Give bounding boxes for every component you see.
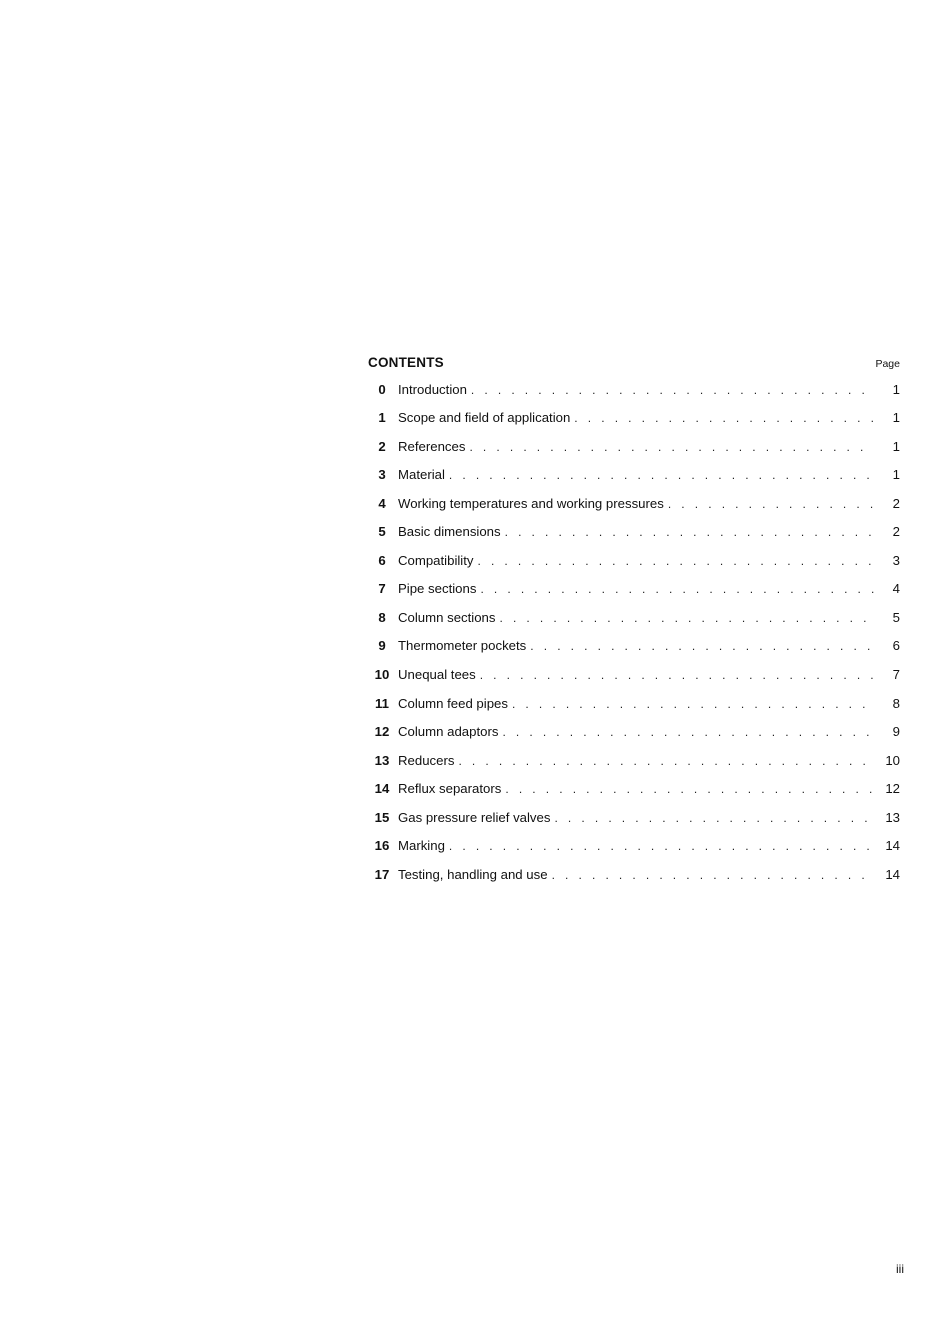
toc-entry-page: 14 — [885, 838, 900, 854]
toc-dot-leader — [505, 525, 874, 539]
toc-entry-title: Basic dimensions — [398, 524, 501, 540]
toc-entry-page: 2 — [892, 524, 900, 540]
toc-dot-leader — [480, 668, 874, 682]
toc-entry — [368, 382, 902, 411]
toc-entry-number: 6 — [378, 552, 386, 568]
toc-entry — [368, 610, 902, 639]
toc-entry-number: 13 — [374, 752, 390, 768]
toc-entry — [368, 496, 902, 525]
toc-entry — [368, 753, 902, 782]
toc-entry-number: 7 — [378, 581, 386, 597]
toc-entry — [368, 781, 902, 810]
toc-entry-title: Scope and field of application — [398, 410, 571, 426]
toc-dot-leader — [471, 383, 874, 397]
toc-entry — [368, 467, 902, 496]
toc-entry — [368, 810, 902, 839]
toc-entry-title: Column adaptors — [398, 724, 499, 740]
toc-entry — [368, 867, 902, 896]
toc-entry-page: 14 — [885, 866, 900, 882]
toc-entry-number: 1 — [378, 410, 386, 426]
page-number: iii — [896, 1262, 904, 1276]
toc-entry-page: 6 — [892, 638, 900, 654]
toc-entry-page: 8 — [892, 695, 900, 711]
toc-entry-title: Testing, handling and use — [398, 866, 548, 882]
toc-dot-leader — [480, 582, 874, 596]
toc-entry-number: 5 — [378, 524, 386, 540]
toc-entry-page: 1 — [892, 467, 900, 483]
toc-entry-title: Reducers — [398, 752, 455, 768]
toc-entry-title: Pipe sections — [398, 581, 477, 597]
toc-entry-number: 10 — [374, 666, 390, 682]
toc-entry-page: 1 — [892, 410, 900, 426]
toc-entry — [368, 410, 902, 439]
toc-entry-title: Working temperatures and working pressures — [398, 495, 664, 511]
toc-entry — [368, 696, 902, 725]
toc-entry-page: 3 — [892, 552, 900, 568]
toc-entry-number: 0 — [378, 381, 386, 397]
toc-entry — [368, 838, 902, 867]
toc-dot-leader — [552, 868, 874, 882]
toc-entry-number: 3 — [378, 467, 386, 483]
toc-entry — [368, 638, 902, 667]
toc-dot-leader — [449, 839, 874, 853]
toc-entry-page: 5 — [892, 609, 900, 625]
toc-entry-number: 9 — [378, 638, 386, 654]
toc-entry-title: Introduction — [398, 381, 467, 397]
toc-entry-number: 17 — [374, 866, 390, 882]
toc-entry-number: 11 — [375, 695, 389, 711]
toc-entry — [368, 581, 902, 610]
toc-entry-title: References — [398, 438, 466, 454]
toc-entry — [368, 439, 902, 468]
toc-entry-page: 7 — [892, 666, 900, 682]
toc-dot-leader — [505, 782, 874, 796]
toc-dot-leader — [449, 468, 874, 482]
toc-entry-title: Column sections — [398, 609, 496, 625]
toc-header — [368, 353, 902, 375]
page-column-label: Page — [875, 358, 900, 370]
toc-dot-leader — [530, 639, 874, 653]
toc-dot-leader — [668, 497, 874, 511]
toc-entry-title: Marking — [398, 838, 445, 854]
toc-entry — [368, 553, 902, 582]
table-of-contents — [368, 353, 902, 882]
toc-entry-number: 14 — [374, 781, 390, 797]
toc-entry-number: 15 — [374, 809, 390, 825]
contents-title: CONTENTS — [368, 355, 444, 370]
toc-entry-number: 8 — [378, 609, 386, 625]
toc-entry-number: 16 — [374, 838, 390, 854]
toc-dot-leader — [502, 725, 874, 739]
toc-entry-number: 2 — [378, 438, 386, 454]
toc-entry — [368, 667, 902, 696]
toc-dot-leader — [499, 611, 874, 625]
toc-entry-page: 1 — [892, 438, 900, 454]
toc-entry-title: Unequal tees — [398, 666, 476, 682]
toc-entry-page: 4 — [892, 581, 900, 597]
toc-dot-leader — [512, 697, 874, 711]
toc-entry — [368, 524, 902, 553]
toc-dot-leader — [469, 440, 874, 454]
toc-dot-leader — [478, 554, 875, 568]
toc-dot-leader — [574, 411, 874, 425]
toc-entry-page: 2 — [892, 495, 900, 511]
toc-entry-page: 13 — [885, 809, 900, 825]
toc-entry-title: Compatibility — [398, 552, 474, 568]
toc-entry-page: 12 — [885, 781, 900, 797]
toc-entry-page: 9 — [892, 724, 900, 740]
toc-entry-page: 10 — [885, 752, 900, 768]
toc-dot-leader — [554, 811, 874, 825]
toc-list — [368, 382, 902, 896]
toc-dot-leader — [458, 754, 874, 768]
toc-entry-page: 1 — [892, 381, 900, 397]
toc-entry — [368, 724, 902, 753]
toc-entry-title: Gas pressure relief valves — [398, 809, 551, 825]
toc-entry-title: Column feed pipes — [398, 695, 508, 711]
toc-entry-number: 4 — [378, 495, 386, 511]
toc-entry-title: Material — [398, 467, 445, 483]
toc-entry-title: Reflux separators — [398, 781, 502, 797]
toc-entry-title: Thermometer pockets — [398, 638, 527, 654]
toc-entry-number: 12 — [374, 724, 390, 740]
